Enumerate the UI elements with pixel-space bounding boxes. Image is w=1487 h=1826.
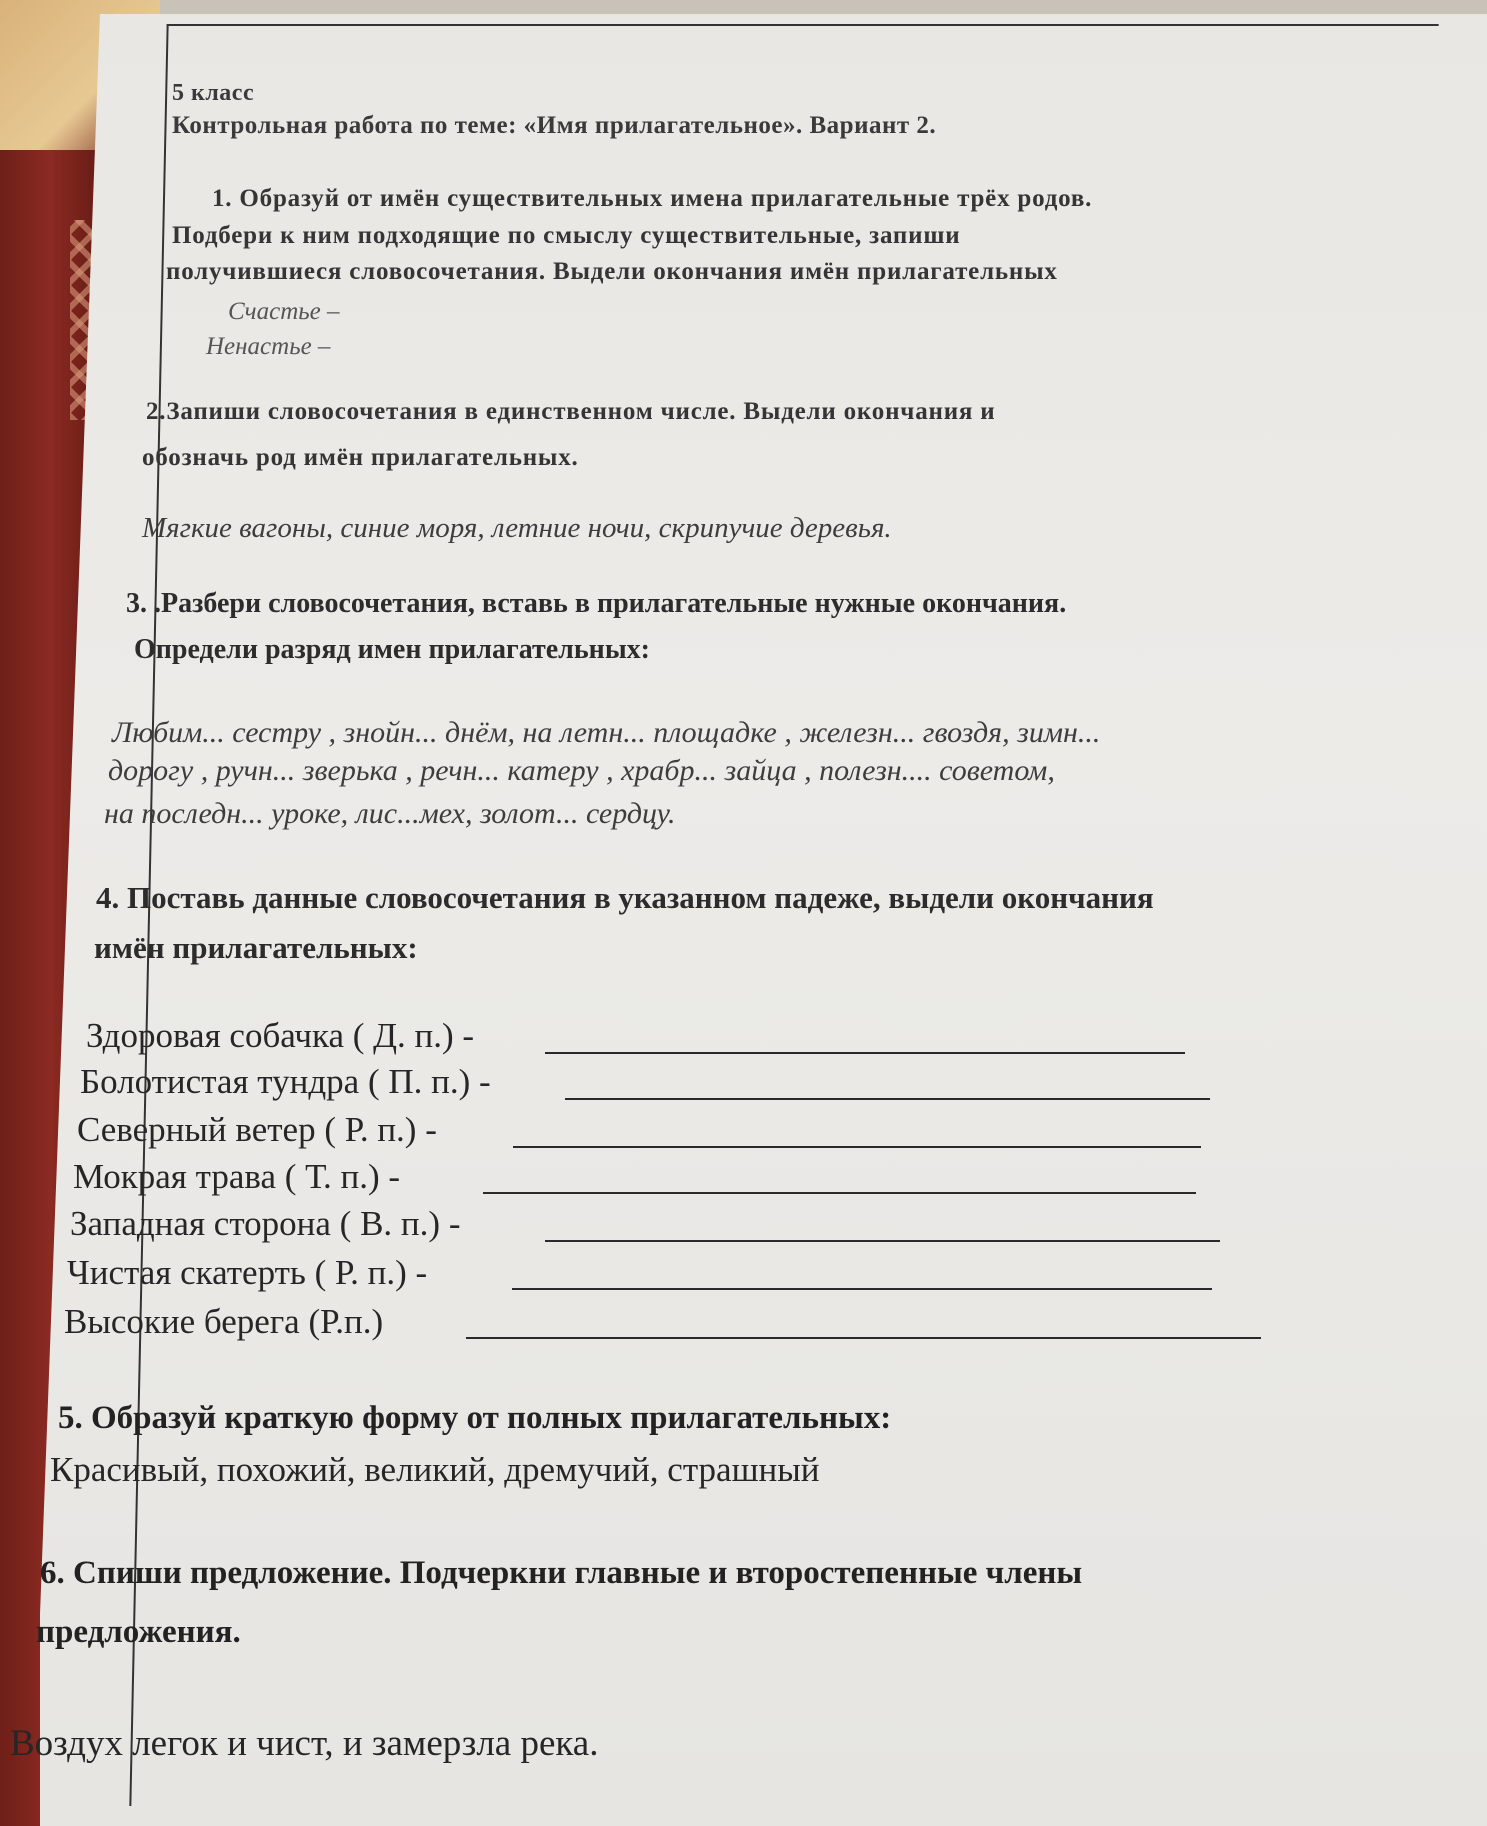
task4-item-5: Западная сторона ( В. п.) - <box>70 1204 461 1243</box>
task3-text-2: дорогу , ручн... зверька , речн... катеру , храбр... зайца , полезн.... советом, <box>108 754 1055 787</box>
task3-text-3: на последн... уроке, лис...мех, золот... сердцу. <box>104 797 676 830</box>
task1-line-2: Подбери к ним подходящие по смыслу существительные, запиши <box>172 222 961 249</box>
worksheet-title: Контрольная работа по теме: «Имя прилагательное». Вариант 2. <box>172 112 937 139</box>
task5-words: Красивый, похожий, великий, дремучий, страшный <box>50 1450 820 1489</box>
task4-item-7: Высокие берега (Р.п.) <box>64 1302 384 1341</box>
task1-word-2: Ненастье – <box>206 333 331 360</box>
task3-line-2: Определи разряд имен прилагательных: <box>134 634 651 665</box>
task4-line-1: 4. Поставь данные словосочетания в указанном падеже, выдели окончания <box>96 880 1154 915</box>
task6-sentence: Воздух легок и чист, и замерзла река. <box>10 1723 599 1764</box>
task3-line-1: 3. .Разбери словосочетания, вставь в прилагательные нужные окончания. <box>126 588 1067 619</box>
answer-line-7[interactable] <box>466 1337 1261 1339</box>
task4-line-2: имён прилагательных: <box>94 930 418 965</box>
task4-item-2: Болотистая тундра ( П. п.) - <box>80 1062 491 1101</box>
task4-item-6: Чистая скатерть ( Р. п.) - <box>67 1253 428 1292</box>
task6-line-1: 6. Спиши предложение. Подчеркни главные и второстепенные члены <box>40 1555 1083 1591</box>
task4-item-3: Северный ветер ( Р. п.) - <box>77 1110 437 1149</box>
answer-line-5[interactable] <box>545 1240 1220 1242</box>
task1-word-1: Счастье – <box>228 298 340 325</box>
task2-line-1: 2.Запиши словосочетания в единственном числе. Выдели окончания и <box>146 398 996 425</box>
task2-example: Мягкие вагоны, синие моря, летние ночи, скрипучие деревья. <box>142 512 892 544</box>
answer-line-2[interactable] <box>565 1098 1210 1100</box>
task3-text-1: Любим... сестру , знойн... днём, на летн... площадке , железн... гвоздя, зимн... <box>112 716 1101 749</box>
task6-line-2: предложения. <box>36 1614 241 1650</box>
answer-line-1[interactable] <box>545 1052 1185 1054</box>
answer-line-4[interactable] <box>483 1192 1196 1194</box>
answer-line-6[interactable] <box>512 1288 1212 1290</box>
task4-item-1: Здоровая собачка ( Д. п.) - <box>86 1016 475 1055</box>
task2-line-2: обозначь род имён прилагательных. <box>142 444 579 471</box>
answer-line-3[interactable] <box>513 1146 1201 1148</box>
task5-title: 5. Образуй краткую форму от полных прилагательных: <box>58 1400 892 1436</box>
task4-item-4: Мокрая трава ( Т. п.) - <box>73 1157 401 1196</box>
task1-line-3: получившиеся словосочетания. Выдели окончания имён прилагательных <box>166 258 1058 285</box>
task1-line-1: 1. Образуй от имён существительных имена прилагательные трёх родов. <box>212 185 1093 212</box>
grade-label: 5 класс <box>172 80 255 106</box>
